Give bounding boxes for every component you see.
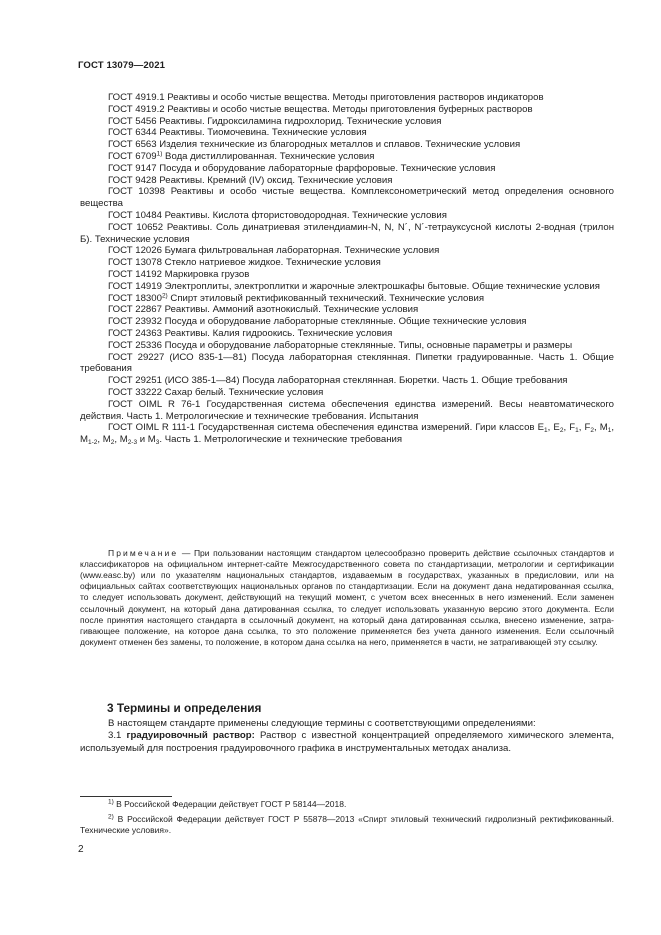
reference-item-oiml-r111 (80, 422, 614, 446)
reference-item-gost-6709 (80, 151, 614, 163)
reference-item: ГОСТ 10652 Реактивы. Соль динатриевая этилендиамин-N, N, N´, N´-тетрауксусной кислоты 2-водная (трилон Б). Технические условия (80, 221, 614, 245)
reference-item: ГОСТ 29251 (ИСО 385-1—84) Посуда лабораторная стеклянная. Бюретки. Часть 1. Общие требования (108, 375, 568, 387)
footnote-item (80, 799, 614, 810)
reference-item: ГОСТ 22867 Реактивы. Аммоний азотнокислый. Технические условия (108, 304, 419, 316)
footnote-divider (80, 796, 172, 797)
reference-item: ГОСТ 6344 Реактивы. Тиомочевина. Технические условия (108, 127, 367, 139)
page-number: 2 (78, 844, 84, 855)
reference-text: , E (547, 422, 560, 434)
reference-text: , F (563, 422, 576, 434)
reference-item: ГОСТ 14919 Электроплиты, электроплитки и жарочные электрошкафы бытовые. Общие технические условия (108, 280, 600, 292)
reference-item: ГОСТ 9428 Реактивы. Кремний (IV) оксид. Технические условия (108, 174, 393, 186)
reference-item: ГОСТ 9147 Посуда и оборудование лабораторные фарфоровые. Технические условия (108, 162, 496, 174)
reference-text: , F (578, 422, 591, 434)
footnote-mark: 1) (108, 798, 114, 806)
reference-item: ГОСТ 10398 Реактивы и особо чистые вещества. Комплексонометрический метод определения основного вещества (80, 186, 614, 210)
reference-text: , M (97, 434, 111, 446)
subscript: 3 (155, 439, 160, 447)
term-number: 3.1 (108, 730, 127, 742)
normative-references-list (80, 92, 614, 446)
subscript: 1-2 (88, 439, 98, 447)
reference-text: , M (114, 434, 128, 446)
reference-item: ГОСТ 24363 Реактивы. Калия гидроокись. Технические условия (108, 327, 393, 339)
reference-item: ГОСТ 33222 Сахар белый. Технические условия (108, 386, 324, 398)
reference-code: ГОСТ 6709 (108, 150, 157, 162)
term-text: Раствор с известной концентрацией определяемого химического элемента, используемый для построения градуировочного графика в инструментальных методах анализа. (80, 730, 614, 754)
footnote-text: В Российской Федерации действует ГОСТ Р 55878—2013 «Спирт этиловый технический гидролизный ректификованный. Технические условия». (80, 814, 614, 835)
footnote-text: В Российской Федерации действует ГОСТ Р 58144—2018. (113, 799, 347, 809)
footnote-marker: 2) (161, 292, 168, 300)
section-body (80, 718, 614, 755)
reference-item: ГОСТ 6563 Изделия технические из благородных металлов и сплавов. Технические условия (108, 139, 521, 151)
subscript: 2 (590, 427, 594, 435)
reference-item: ГОСТ 29227 (ИСО 835-1—81) Посуда лабораторная стеклянная. Пипетки градуированные. Часть 1. Общие требования (80, 351, 614, 375)
reference-item: ГОСТ 23932 Посуда и оборудование лабораторные стеклянные. Общие технические условия (108, 316, 527, 328)
footnote-marker: 1) (156, 150, 163, 158)
reference-text: ГОСТ OIML R 111-1 Государственная система обеспечения единства измерений. Гири классов E (108, 422, 545, 434)
note-label: Примечание (108, 547, 179, 558)
reference-item: ГОСТ 5456 Реактивы. Гидроксиламина гидрохлорид. Технические условия (108, 115, 442, 127)
subscript: 2-3 (127, 439, 138, 447)
reference-item: ГОСТ 25336 Посуда и оборудование лабораторные стеклянные. Типы, основные параметры и размеры (108, 339, 573, 351)
references-note (80, 548, 614, 649)
reference-item: ГОСТ OIML R 76-1 Государственная система обеспечения единства измерений. Весы неавтоматического действия. Часть 1. Метрологические и технические требования. Испытания (80, 398, 614, 422)
term-name: градуировочный раствор: (126, 730, 255, 742)
reference-title: Вода дистиллированная. Технические условия (162, 150, 375, 162)
section-heading: 3 Термины и определения (107, 701, 262, 715)
reference-text: , M (80, 422, 614, 446)
subscript: 2 (559, 427, 564, 435)
reference-item-gost-18300 (80, 293, 614, 305)
subscript: 1 (575, 427, 579, 435)
reference-text: и M (137, 434, 156, 446)
section-intro: В настоящем стандарте применены следующие термины с соответствующими определениями: (108, 718, 536, 729)
reference-title: Спирт этиловый ректификованный технический. Технические условия (167, 292, 485, 304)
reference-item: ГОСТ 14192 Маркировка грузов (108, 268, 250, 280)
reference-code: ГОСТ 18300 (108, 292, 162, 304)
reference-text: . Часть 1. Метрологические и технические требования (159, 434, 403, 446)
subscript: 1 (544, 427, 548, 435)
subscript: 1 (607, 427, 612, 435)
reference-item: ГОСТ 10484 Реактивы. Кислота фтористоводородная. Технические условия (108, 209, 447, 221)
footnote-mark: 2) (108, 813, 114, 821)
reference-item: ГОСТ 4919.2 Реактивы и особо чистые вещества. Методы приготовления буферных растворов (108, 103, 533, 115)
reference-item: ГОСТ 4919.1 Реактивы и особо чистые вещества. Методы приготовления растворов индикаторов (108, 92, 544, 103)
reference-item: ГОСТ 13078 Стекло натриевое жидкое. Технические условия (108, 257, 381, 269)
subscript: 2 (110, 439, 115, 447)
standard-header: ГОСТ 13079—2021 (78, 60, 166, 71)
reference-text: , M (593, 422, 608, 434)
note-text: — При пользовании настоящим стандартом целесообразно проверить действие ссылочных стандартов и классификаторов на официальном интернет-сайте Межгосударственного совета по стандартизации, метрологии и сертификации (www.easc.by) или по указателям национальных стандартов, издаваемым в государствах, указанных в предисловии, или на официальных сайтах соответствующих национальных органов по стандартизации. Если на документ дана недатированная ссылка, то следует использовать документ, действующий на текущий момент, с учетом всех внесенных в него изменений. Если заменен ссылочный документ, на который дана датированная ссылка, то следует использовать указанную версию этого документа. Если после принятия настоящего стандарта в ссылочный документ, на который дана датированная ссылка, внесено изменение, затрагивающее положение, на которое дана ссылка, то это положение применяется без учета данного изменения. Если ссылочный документ отменен без замены, то положение, в котором дана ссылка на него, применяется в части, не затрагивающей эту ссылку. (80, 547, 614, 648)
footnote-item (80, 814, 614, 836)
term-definition (80, 730, 614, 755)
reference-item: ГОСТ 12026 Бумага фильтровальная лабораторная. Технические условия (108, 245, 440, 257)
footnotes (80, 799, 614, 840)
